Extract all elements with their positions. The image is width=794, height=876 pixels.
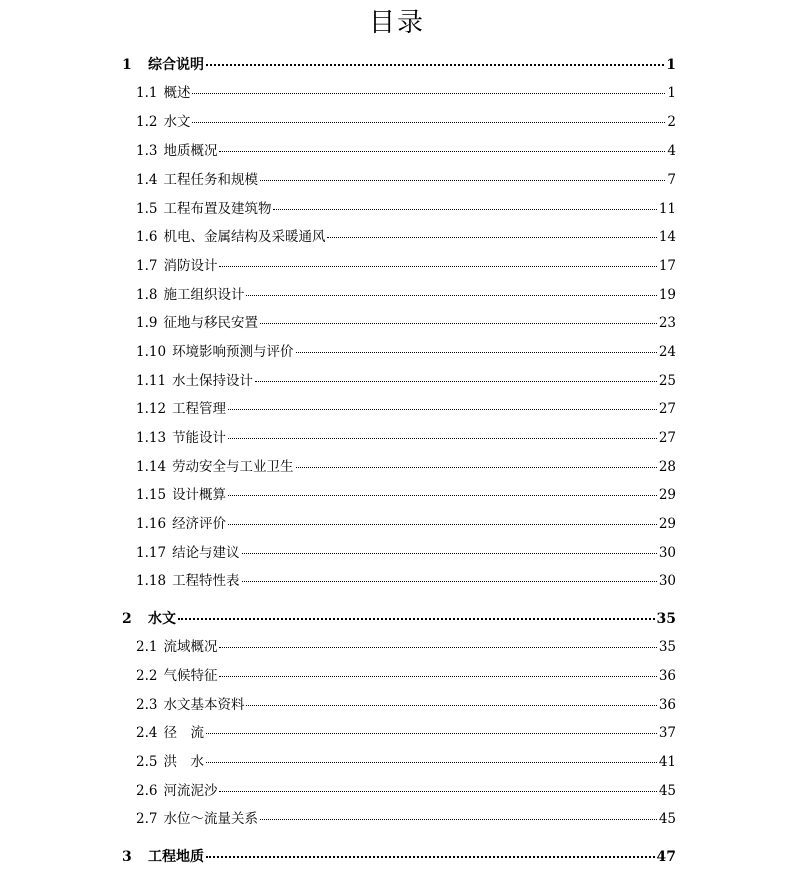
toc-entry-number: 1.12 xyxy=(136,401,167,417)
toc-page-number: 35 xyxy=(656,611,676,627)
toc-page-number: 11 xyxy=(658,201,676,217)
toc-entry-number: 1.13 xyxy=(136,430,167,446)
toc-section-entry[interactable] xyxy=(136,286,676,304)
toc-section-entry[interactable] xyxy=(136,372,676,390)
toc-entry-title: 水文 xyxy=(148,611,176,627)
toc-page-number: 1 xyxy=(667,85,676,101)
page-title: 目录 xyxy=(368,8,425,38)
toc-entry-number: 1.18 xyxy=(136,573,167,589)
toc-page-number: 25 xyxy=(658,373,676,389)
toc-entry-title: 河流泥沙 xyxy=(163,783,218,799)
toc-page-number: 41 xyxy=(658,754,676,770)
dot-leader xyxy=(192,93,665,94)
toc-chapter-entry[interactable] xyxy=(122,56,676,74)
toc-entry-title: 节能设计 xyxy=(172,430,227,446)
toc-page-number: 27 xyxy=(658,430,676,446)
toc-section-entry[interactable] xyxy=(136,544,676,562)
toc-entry-number: 1.10 xyxy=(136,344,167,360)
dot-leader xyxy=(219,791,656,792)
dot-leader xyxy=(206,762,657,763)
toc-section-entry[interactable] xyxy=(136,257,676,275)
toc-section-entry[interactable] xyxy=(136,724,676,742)
toc-entry-title: 水文基本资料 xyxy=(163,697,245,713)
dot-leader xyxy=(219,266,656,267)
toc-chapter-entry[interactable] xyxy=(122,848,676,866)
toc-page-number: 14 xyxy=(658,229,676,245)
toc-entry-number: 1.5 xyxy=(136,201,158,217)
toc-entry-number: 2.4 xyxy=(136,725,158,741)
toc-entry-title: 工程管理 xyxy=(172,401,227,417)
toc-section-entry[interactable] xyxy=(136,638,676,656)
dot-leader xyxy=(219,647,656,648)
toc-entry-number: 2.6 xyxy=(136,783,158,799)
toc-entry-title: 结论与建议 xyxy=(172,545,240,561)
toc-section-entry[interactable] xyxy=(136,486,676,504)
toc-section-entry[interactable] xyxy=(136,572,676,590)
toc-entry-number: 2.7 xyxy=(136,811,158,827)
toc-page-number: 35 xyxy=(658,639,676,655)
toc-page-number: 29 xyxy=(658,487,676,503)
toc-entry-title: 环境影响预测与评价 xyxy=(172,344,294,360)
toc-entry-title: 综合说明 xyxy=(148,57,204,73)
dot-leader xyxy=(206,733,657,734)
toc-page-number: 24 xyxy=(658,344,676,360)
toc-entry-number: 1 xyxy=(122,57,132,73)
toc-entry-number: 1.3 xyxy=(136,143,158,159)
dot-leader xyxy=(296,352,657,353)
toc-entry-title: 流域概况 xyxy=(163,639,218,655)
toc-entry-title: 径 流 xyxy=(163,725,204,741)
toc-section-entry[interactable] xyxy=(136,142,676,160)
toc-entry-number: 2 xyxy=(122,611,132,627)
dot-leader xyxy=(219,676,656,677)
toc-entry-title: 消防设计 xyxy=(163,258,218,274)
toc-entry-number: 1.6 xyxy=(136,229,158,245)
dot-leader xyxy=(327,237,656,238)
toc-entry-title: 洪 水 xyxy=(163,754,204,770)
toc-page-number: 45 xyxy=(658,811,676,827)
toc-entry-number: 1.16 xyxy=(136,516,167,532)
toc-page-number: 30 xyxy=(658,545,676,561)
dot-leader xyxy=(206,856,655,858)
dot-leader xyxy=(260,180,665,181)
toc-section-entry[interactable] xyxy=(136,782,676,800)
toc-page-number: 30 xyxy=(658,573,676,589)
toc-entry-number: 1.2 xyxy=(136,114,158,130)
toc-entry-number: 1.1 xyxy=(136,85,158,101)
toc-entry-title: 征地与移民安置 xyxy=(163,315,258,331)
toc-entry-number: 1.8 xyxy=(136,287,158,303)
toc-entry-title: 地质概况 xyxy=(163,143,218,159)
toc-entry-title: 工程特性表 xyxy=(172,573,240,589)
toc-section-entry[interactable] xyxy=(136,228,676,246)
toc-entry-title: 概述 xyxy=(163,85,191,101)
dot-leader xyxy=(219,151,665,152)
toc-entry-title: 工程布置及建筑物 xyxy=(163,201,272,217)
toc-section-entry[interactable] xyxy=(136,171,676,189)
toc-page-number: 4 xyxy=(667,143,676,159)
dot-leader xyxy=(206,64,664,66)
toc-entry-number: 2.1 xyxy=(136,639,158,655)
toc-section-entry[interactable] xyxy=(136,458,676,476)
toc-entry-title: 施工组织设计 xyxy=(163,287,245,303)
toc-entry-number: 1.4 xyxy=(136,172,158,188)
toc-page-number: 45 xyxy=(658,783,676,799)
toc-section-entry[interactable] xyxy=(136,753,676,771)
toc-section-entry[interactable] xyxy=(136,343,676,361)
dot-leader xyxy=(242,553,657,554)
toc-page-number: 28 xyxy=(658,459,676,475)
dot-leader xyxy=(242,581,657,582)
toc-page-number: 23 xyxy=(658,315,676,331)
toc-entry-title: 水位～流量关系 xyxy=(163,811,258,827)
toc-page-number: 17 xyxy=(658,258,676,274)
dot-leader xyxy=(260,323,657,324)
toc-page-number: 36 xyxy=(658,697,676,713)
toc-section-entry[interactable] xyxy=(136,113,676,131)
toc-entry-number: 3 xyxy=(122,849,132,865)
dot-leader xyxy=(178,618,655,620)
toc-entry-title: 水土保持设计 xyxy=(172,373,254,389)
toc-entry-number: 2.5 xyxy=(136,754,158,770)
toc-section-entry[interactable] xyxy=(136,667,676,685)
toc-page-number: 36 xyxy=(658,668,676,684)
dot-leader xyxy=(296,467,657,468)
toc-entry-number: 1.9 xyxy=(136,315,158,331)
dot-leader xyxy=(228,495,657,496)
toc-entry-title: 工程任务和规模 xyxy=(163,172,258,188)
toc-page-number: 1 xyxy=(666,57,676,73)
dot-leader xyxy=(246,295,656,296)
toc-section-entry[interactable] xyxy=(136,515,676,533)
toc-entry-title: 经济评价 xyxy=(172,516,227,532)
dot-leader xyxy=(192,122,665,123)
toc-entry-number: 2.2 xyxy=(136,668,158,684)
dot-leader xyxy=(255,381,657,382)
toc-entry-number: 1.11 xyxy=(136,373,167,389)
toc-page-number: 37 xyxy=(658,725,676,741)
dot-leader xyxy=(273,209,656,210)
toc-entry-title: 工程地质 xyxy=(148,849,204,865)
toc-entry-number: 2.3 xyxy=(136,697,158,713)
toc-section-entry[interactable] xyxy=(136,84,676,102)
dot-leader xyxy=(260,819,657,820)
toc-entry-number: 1.15 xyxy=(136,487,167,503)
toc-page-number: 2 xyxy=(667,114,676,130)
toc-section-entry[interactable] xyxy=(136,200,676,218)
toc-entry-number: 1.17 xyxy=(136,545,167,561)
dot-leader xyxy=(228,409,657,410)
toc-section-entry[interactable] xyxy=(136,696,676,714)
dot-leader xyxy=(228,438,657,439)
toc-entry-title: 劳动安全与工业卫生 xyxy=(172,459,294,475)
toc-page-number: 27 xyxy=(658,401,676,417)
toc-page-number: 19 xyxy=(658,287,676,303)
toc-entry-number: 1.14 xyxy=(136,459,167,475)
toc-entry-title: 机电、金属结构及采暖通风 xyxy=(163,229,326,245)
toc-entry-title: 水文 xyxy=(163,114,191,130)
toc-section-entry[interactable] xyxy=(136,400,676,418)
toc-entry-title: 气候特征 xyxy=(163,668,218,684)
toc-section-entry[interactable] xyxy=(136,810,676,828)
toc-page-number: 47 xyxy=(656,849,676,865)
dot-leader xyxy=(228,524,657,525)
toc-section-entry[interactable] xyxy=(136,314,676,332)
toc-entry-number: 1.7 xyxy=(136,258,158,274)
toc-section-entry[interactable] xyxy=(136,429,676,447)
toc-entry-title: 设计概算 xyxy=(172,487,227,503)
toc-page-number: 29 xyxy=(658,516,676,532)
dot-leader xyxy=(246,705,656,706)
toc-page-number: 7 xyxy=(667,172,676,188)
toc-chapter-entry[interactable] xyxy=(122,610,676,628)
